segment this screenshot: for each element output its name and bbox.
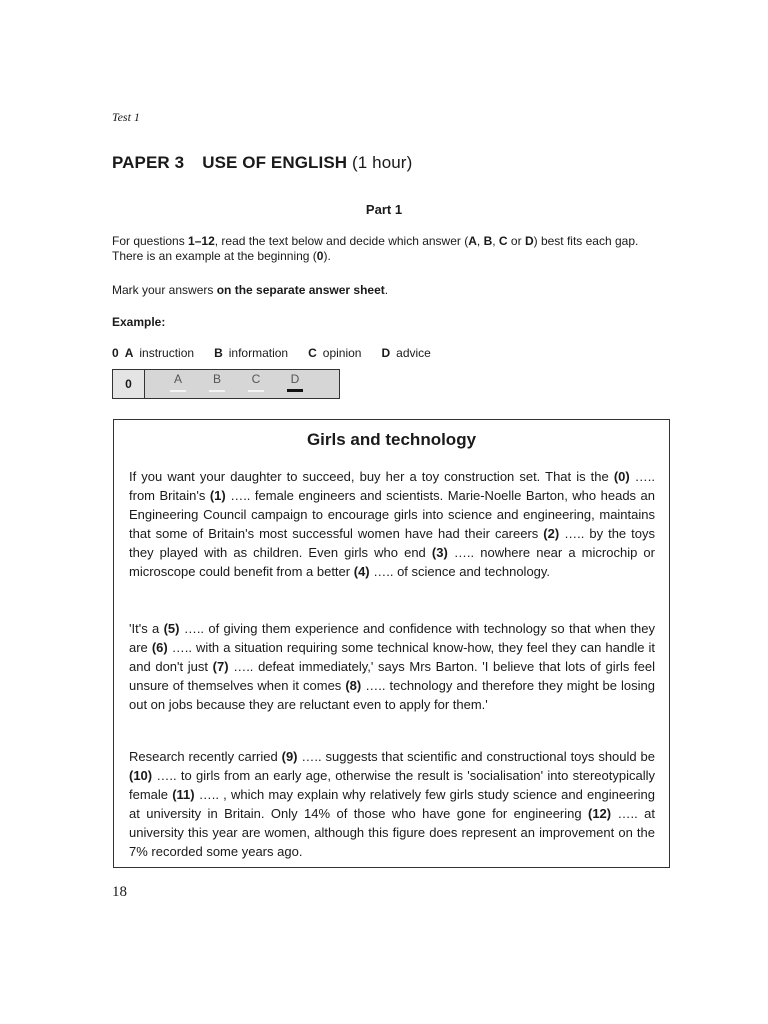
gap-number: (12) [588, 806, 612, 821]
instruction-line-1: For questions 1–12, read the text below and decide which answer (A, B, C or D) best fits each gap. [112, 234, 639, 248]
paper-name: USE OF ENGLISH [202, 153, 348, 172]
text-segment: ….. defeat immediately,' says Mrs Barton. 'I believe that lots of girls feel unsure of themselves when it comes [129, 659, 655, 693]
example-answer-grid [112, 369, 340, 399]
text-segment: 'It's a [129, 621, 164, 636]
answer-grid-number: 0 [113, 370, 145, 398]
text-title: Girls and technology [306, 430, 477, 449]
gap-number: (9) [281, 749, 298, 764]
text-paragraph-2 [129, 619, 655, 714]
paper-label: PAPER 3 [112, 153, 185, 172]
gap-number: (10) [129, 768, 153, 783]
answer-grid-letter-b: B [212, 372, 221, 386]
text-segment: ….. of science and technology. [369, 564, 551, 579]
text-segment: Research recently carried [129, 749, 282, 764]
answer-grid-letter-d: D [290, 372, 300, 386]
text-segment: ….. from Britain's [129, 469, 655, 503]
gap-number: (0) [613, 469, 630, 484]
text-segment: ….. to girls from an early age, otherwise the result is 'socialisation' into stereotypically female [129, 768, 655, 802]
text-segment: If you want your daughter to succeed, buy her a toy construction set. That is the [129, 469, 614, 484]
example-option-d: D advice [381, 346, 431, 360]
text-segment: ….. with a situation requiring some technical know-how, they feel they can handle it and don't just [129, 640, 656, 674]
answer-mark-c [248, 390, 264, 392]
paper-title [112, 153, 412, 173]
reading-text-box [113, 419, 670, 868]
example-option-c: C opinion [308, 346, 362, 360]
gap-number: (5) [163, 621, 180, 636]
gap-number: (1) [209, 488, 226, 503]
example-option-a: A instruction [124, 346, 195, 360]
text-paragraph-3 [129, 747, 655, 861]
gap-number: (3) [431, 545, 448, 560]
gap-number: (2) [543, 526, 560, 541]
running-head: Test 1 [112, 110, 140, 124]
gap-number: (7) [212, 659, 229, 674]
gap-number: (11) [172, 787, 195, 802]
answer-grid-letter-c: C [251, 372, 261, 386]
example-number: 0 [112, 346, 119, 360]
answer-mark-b [209, 390, 225, 392]
gap-number: (6) [151, 640, 168, 655]
text-segment: ….. at university this year are women, although this figure does represent an improvement on the 7% recorded some years ago. [129, 806, 655, 859]
text-segment: ….. female engineers and scientists. Marie-Noelle Barton, who heads an Engineering Council campaign to encourage girls into science and engineering, maintains that some of Britain's most successful women have had their careers [129, 488, 655, 541]
instructions [112, 234, 682, 264]
mark-answers-instruction: Mark your answers on the separate answer sheet. [112, 283, 389, 297]
part-heading: Part 1 [365, 202, 403, 217]
text-segment: ….. , which may explain why relatively few girls study science and engineering at university in Britain. Only 14% of those who have gone for engineering [129, 787, 655, 821]
gap-number: (8) [345, 678, 362, 693]
text-segment: ….. suggests that scientific and constructional toys should be [297, 749, 655, 764]
gap-number: (4) [353, 564, 370, 579]
text-segment: ….. by the toys they played with as children. Even girls who end [129, 526, 655, 560]
text-segment: ….. technology and therefore they might be losing out on jobs because they are reluctant even to apply for them.' [129, 678, 655, 712]
instruction-line-2: There is an example at the beginning (0). [112, 249, 331, 263]
answer-mark-a [170, 390, 186, 392]
text-paragraph-1 [129, 467, 655, 581]
answer-mark-d-selected [287, 389, 303, 392]
paper-duration: (1 hour) [352, 153, 413, 172]
example-options [112, 346, 451, 360]
example-label: Example: [112, 315, 166, 329]
text-segment: ….. nowhere near a microchip or microscope could benefit from a better [129, 545, 655, 579]
example-option-b: B information [214, 346, 289, 360]
answer-grid-letter-a: A [173, 372, 182, 386]
page-number: 18 [112, 884, 127, 900]
text-segment: ….. of giving them experience and confidence with technology so that when they are [129, 621, 655, 655]
